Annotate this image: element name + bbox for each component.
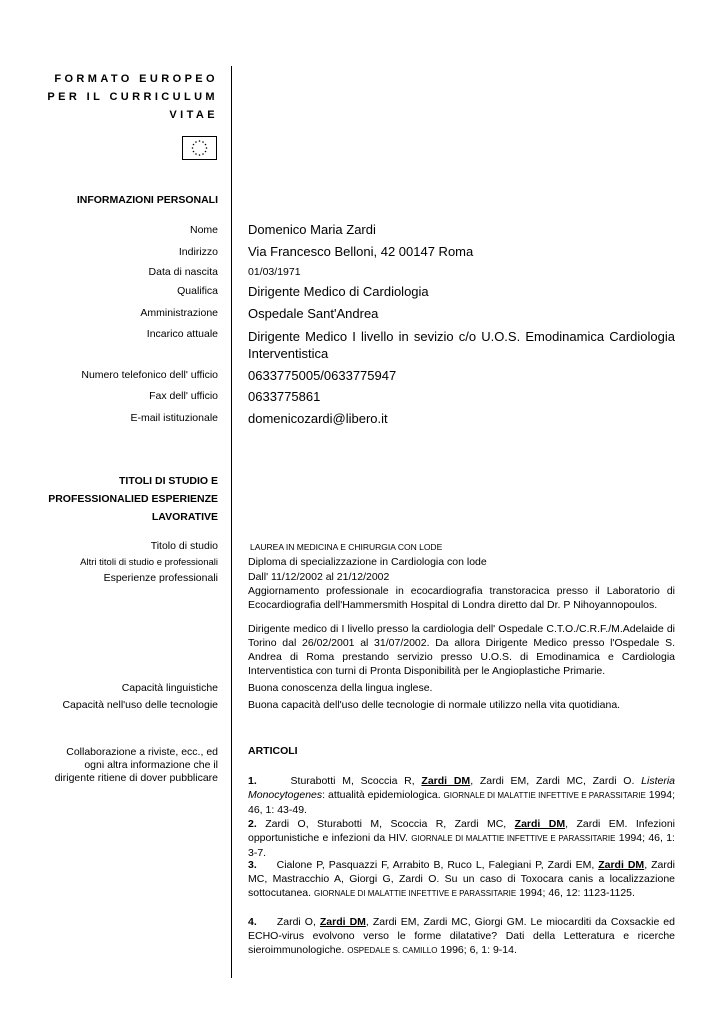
value-indirizzo: Via Francesco Belloni, 42 00147 Roma: [248, 244, 474, 259]
article-2: [248, 817, 675, 860]
label-esperienze: Esperienze professionali: [103, 572, 218, 584]
value-esperienza-date: Dall' 11/12/2002 al 21/12/2002: [248, 571, 390, 583]
article-4-highlight-author: Zardi DM: [319, 916, 366, 928]
label-fax: Fax dell' ufficio: [149, 390, 218, 402]
document-title: [47, 70, 218, 124]
label-altri-titoli: Altri titoli di studio e professionali: [80, 557, 218, 568]
article-2-authors: Zardi O, Sturabotti M, Scoccia R, Zardi MC,: [256, 818, 515, 830]
label-titolo-studio: Titolo di studio: [150, 540, 218, 552]
article-3-ref: 1994; 46, 12: 1123-1125.: [516, 887, 635, 899]
article-4: [248, 915, 675, 958]
value-email: domenicozardi@libero.it: [248, 411, 388, 426]
article-3-title: , Zardi MC, Mastracchio A, Giorgi G, Zardi O. Su un caso di Toxocara canis a localizzazione sottocutanea.: [248, 859, 675, 899]
articles-heading: ARTICOLI: [248, 745, 298, 757]
article-1-ref: 1994; 46, 1: 43-49.: [248, 789, 676, 816]
article-1-number: 1.: [248, 775, 257, 787]
value-nome: Domenico Maria Zardi: [248, 222, 376, 237]
article-1-highlight-author: Zardi DM: [421, 775, 471, 787]
article-1-journal: GIORNALE DI MALATTIE INFETTIVE E PARASSITARIE: [443, 791, 646, 800]
article-3-journal: GIORNALE DI MALATTIE INFETTIVE E PARASSITARIE: [313, 889, 517, 898]
article-4-number: 4.: [248, 916, 257, 928]
article-4-journal: OSPEDALE S. CAMILLO: [347, 946, 438, 955]
section-studies-line-1: TITOLI DI STUDIO E: [119, 475, 218, 487]
label-data-nascita: Data di nascita: [148, 266, 218, 278]
article-4-title: , Zardi EM, Zardi MC, Giorgi GM. Le miocarditi da Coxsackie ed ECHO-virus evolvono verso le forme dilatative? Dati della Letteratura e ricerche sieroimmunologiche.: [248, 916, 675, 956]
article-2-title: , Zardi EM. Infezioni opportunistiche e infezioni da HIV.: [248, 818, 675, 844]
article-1-italic: Listeria Monocytogenes: [248, 775, 675, 801]
article-4-authors: Zardi O,: [276, 916, 320, 928]
value-fax: 0633775861: [248, 389, 321, 404]
vertical-divider: [231, 66, 232, 978]
value-esperienza-torino-roma: Dirigente medico di I livello presso la cardiologia dell' Ospedale C.T.O./C.R.F./M.Adelaide di Torino dal 26/02/2001 al 31/07/2002. Da allora Dirigente Medico presso l'Ospedale S. Andrea di Roma prestando servizio presso U.O.S. di Emodinamica e Cardiologia Interventistica con turni di Pronta Disponibilità per le Angioplastiche Primarie.: [248, 623, 675, 677]
article-4-ref: 1996; 6, 1: 9-14.: [437, 944, 517, 956]
article-2-journal: GIORNALE DI MALATTIE INFETTIVE E PARASSITARIE: [411, 834, 616, 843]
value-data-nascita: 01/03/1971: [248, 266, 301, 278]
section-studies-line-3: LAVORATIVE: [151, 511, 218, 523]
label-incarico: Incarico attuale: [146, 328, 218, 340]
title-line-3: VITAE: [169, 109, 218, 121]
label-lingue: Capacità linguistiche: [121, 682, 218, 694]
article-1-title: : attualità epidemiologica.: [322, 789, 444, 801]
label-amministrazione: Amministrazione: [140, 307, 218, 319]
article-2-ref: 1994; 46, 1: 3-7.: [248, 832, 675, 859]
article-1-authors: Sturabotti M, Scoccia R,: [290, 775, 422, 787]
value-lingue: Buona conoscenza della lingua inglese.: [248, 682, 433, 694]
section-personal-info: INFORMAZIONI PERSONALI: [76, 194, 218, 206]
article-2-highlight-author: Zardi DM: [514, 818, 566, 830]
label-nome: Nome: [189, 224, 218, 236]
article-1: [248, 774, 675, 817]
value-titolo-studio: LAUREA IN MEDICINA E CHIRURGIA CON LODE: [250, 542, 443, 552]
label-telefono: Numero telefonico dell' ufficio: [81, 369, 218, 381]
article-3-highlight-author: Zardi DM: [598, 859, 645, 871]
value-telefono: 0633775005/0633775947: [248, 368, 397, 383]
label-email: E-mail istituzionale: [130, 412, 218, 424]
article-2-number: 2.: [248, 818, 257, 830]
label-qualifica: Qualifica: [177, 285, 218, 297]
label-collaborazione: Collaborazione a riviste, ecc., ed ogni altra informazione che il dirigente ritiene di dover pubblicare: [54, 746, 218, 784]
value-tecnologie: Buona capacità dell'uso delle tecnologie di normale utilizzo nella vita quotidiana.: [248, 699, 621, 711]
value-altri-titoli: Diploma di specializzazione in Cardiologia con lode: [248, 556, 487, 568]
article-3-authors: Cialone P, Pasquazzi F, Arrabito B, Ruco L, Falegiani P, Zardi EM,: [276, 859, 599, 871]
label-tecnologie: Capacità nell'uso delle tecnologie: [62, 699, 218, 711]
value-qualifica: Dirigente Medico di Cardiologia: [248, 284, 429, 299]
label-indirizzo: Indirizzo: [178, 246, 218, 258]
section-studies: [48, 472, 218, 526]
title-line-2: PER IL CURRICULUM: [47, 91, 218, 103]
eu-flag-icon: [182, 136, 217, 160]
value-esperienza-londra: Aggiornamento professionale in ecocardiografia transtoracica presso il Laboratorio di Ecocardiografia dell'Hammersmith Hospital di Londra diretto dal Dr. P Nihoyannopoulos.: [248, 585, 675, 611]
article-1-authors-rest: , Zardi EM, Zardi MC, Zardi O.: [470, 775, 642, 787]
article-3: [248, 858, 675, 901]
value-amministrazione: Ospedale Sant'Andrea: [248, 306, 379, 321]
section-studies-line-2: PROFESSIONALIED ESPERIENZE: [48, 493, 218, 505]
article-3-number: 3.: [248, 859, 257, 871]
value-incarico: Dirigente Medico I livello in sevizio c/o U.O.S. Emodinamica Cardiologia Interventistica: [248, 329, 675, 361]
title-line-1: FORMATO EUROPEO: [54, 73, 218, 85]
